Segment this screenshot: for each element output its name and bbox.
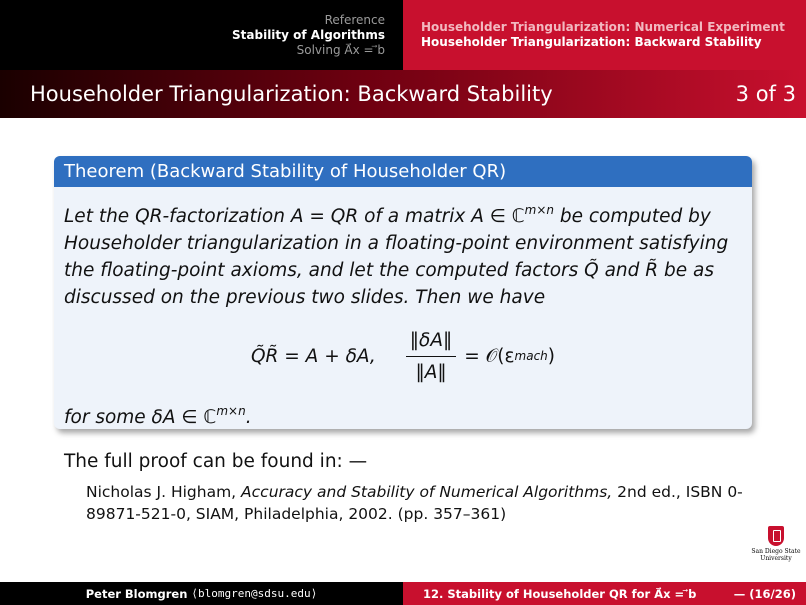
- equation-fraction: [406, 327, 456, 386]
- slide-footer: [0, 582, 806, 605]
- logo-line-1: San Diego State: [751, 548, 801, 555]
- theorem-body: [54, 187, 752, 429]
- nav-section-solving[interactable]: Solving A⃗x = ⃗b: [296, 42, 385, 57]
- logo-line-2: University: [760, 555, 792, 562]
- statement-sup: m×n: [524, 203, 554, 217]
- theorem-statement: [64, 197, 742, 311]
- footer-author-name: Peter Blomgren: [85, 586, 188, 601]
- reference-details: 2nd ed., ISBN 0-89871-521-0, SIAM, Philadelphia, 2002. (pp. 357–361): [86, 483, 743, 523]
- theorem-block: [54, 156, 752, 429]
- footer-page-number: — (16/26): [733, 586, 796, 601]
- for-some-sup: m×n: [216, 404, 246, 418]
- nav-subsection-backward-stability[interactable]: Householder Triangularization: Backward Stability: [421, 35, 762, 49]
- logo-text: [751, 548, 800, 562]
- equation-lhs: Q̃R̃ = A + δA,: [250, 346, 376, 367]
- theorem-for-some: [64, 398, 742, 429]
- equation-rhs: = 𝒪(ε: [464, 346, 515, 367]
- equation-subscript: mach: [514, 349, 548, 363]
- footer-email: ⟨blomgren@sdsu.edu⟩: [191, 587, 318, 600]
- footer-section: [403, 582, 806, 605]
- footer-author: [0, 582, 403, 605]
- footer-section-title: 12. Stability of Householder QR for A⃗x = ⃗b: [423, 586, 697, 601]
- nav-section-stability[interactable]: Stability of Algorithms: [232, 27, 385, 42]
- sdsu-logo: [750, 526, 802, 568]
- section-nav: [0, 0, 403, 70]
- reference-author: Nicholas J. Higham,: [86, 483, 242, 501]
- statement-line-2: Householder triangularization in a floating-point environment satisfying: [64, 233, 729, 254]
- for-some-end: .: [245, 407, 252, 428]
- subsection-nav: [403, 0, 806, 70]
- theorem-equation: [64, 327, 742, 386]
- nav-subsection-experiment[interactable]: Householder Triangularization: Numerical Experiment: [421, 20, 785, 34]
- statement-line-4: discussed on the previous two slides. Then we have: [64, 287, 546, 308]
- statement-line-1: Let the QR-factorization A = QR of a matrix A ∈ ℂ: [64, 206, 525, 227]
- for-some-text: for some δA ∈ ℂ: [64, 407, 217, 428]
- fraction-numerator: ‖δA‖: [406, 327, 456, 357]
- slide-counter: 3 of 3: [735, 82, 796, 106]
- proof-text: The full proof can be found in: —: [64, 451, 368, 472]
- reference-title: Accuracy and Stability of Numerical Algorithms,: [241, 483, 613, 501]
- statement-line-3: the floating-point axioms, and let the computed factors Q̃ and R̃ be as: [64, 260, 714, 281]
- nav-section-reference[interactable]: Reference: [324, 12, 385, 27]
- reference-citation: [86, 481, 766, 525]
- equation-rhs-end: ): [547, 346, 555, 367]
- slide-title: Householder Triangularization: Backward Stability: [30, 82, 553, 106]
- sdsu-shield-icon: [768, 526, 784, 546]
- theorem-heading: Theorem (Backward Stability of Householder QR): [54, 156, 752, 187]
- top-navigation: [0, 0, 806, 70]
- statement-line-1-end: be computed by: [554, 206, 711, 227]
- fraction-denominator: ‖A‖: [415, 362, 447, 383]
- slide-title-bar: [0, 70, 806, 118]
